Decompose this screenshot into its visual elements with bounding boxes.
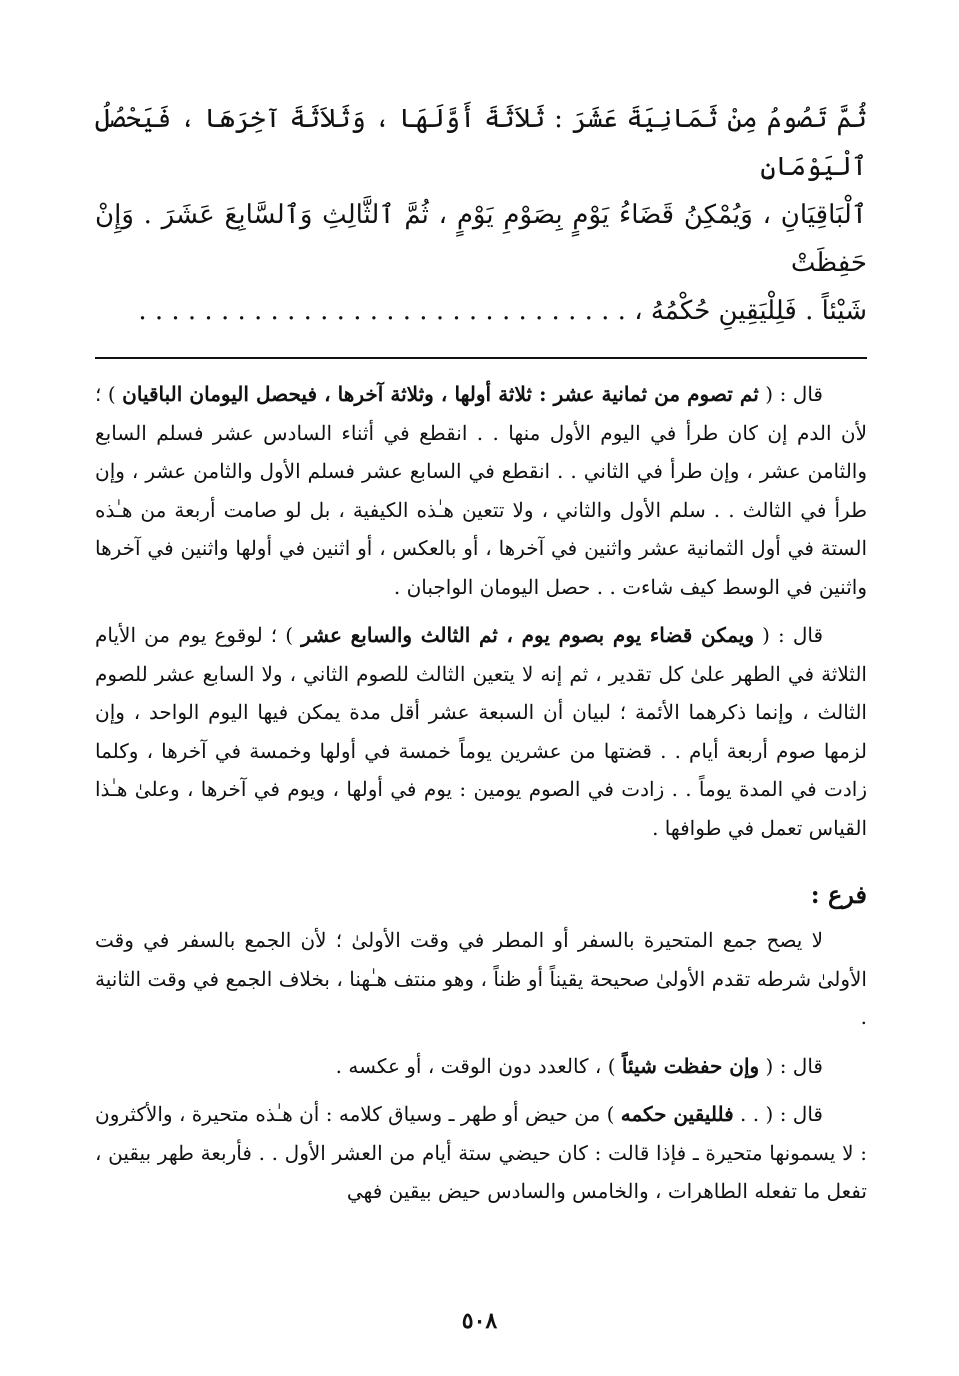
commentary-text: ) ، كالعدد دون الوقت ، أو عكسه . xyxy=(335,1053,622,1078)
commentary-text: لا يصح جمع المتحيرة بالسفر أو المطر في وقت الأولىٰ ؛ لأن الجمع بالسفر في وقت الأولىٰ شرطه تقدم الأولىٰ صحيحة يقيناً أو ظناً ، وهو منتف هـٰهنا ، بخلاف الجمع في وقت الثانية . xyxy=(95,928,867,1029)
qala-prefix: قال : ( xyxy=(754,623,824,647)
matn-line: ٱلْبَاقِيَانِ ، وَيُمْكِنُ قَضَاءُ يَوْمٍ بِصَوْمِ يَوْمٍ ، ثُمَّ ٱلثَّالِثِ وَٱلسَّابِعَ عَشَرَ . وَإِنْ حَفِظَتْ xyxy=(95,200,867,278)
matn-line: ثُمَّ تَصُومُ مِنْ ثَمَانِيَةَ عَشَرَ : ثَلاَثَةَ أَوَّلَهَا ، وَثَلاَثَةَ آخِرَهَا ، فَيَحْصُلُ ٱلْيَوْمَانِ xyxy=(95,104,867,182)
matn-line xyxy=(95,287,867,335)
commentary-text: ) ؛ لوقوع يوم من الأيام الثلاثة في الطهر علىٰ كل تقدير ، ثم إنه لا يتعين الثالث للصوم الثاني ، ولا السابع عشر للصوم الثالث ، وإنما ذكرهما الأئمة ؛ لبيان أن السبعة عشر أقل مدة يمكن فيها اليوم الواحد ، وإن لزمها صوم أربعة أيام . . قضتها من عشرين يوماً خمسة في أولها وخمسة في آخرها ، وكلما زادت في المدة يوماً . . زادت في الصوم يومين : يوم في أولها ، ويوم في آخرها ، وعلىٰ هـٰذا القياس تعمل في طوافها . xyxy=(95,623,867,840)
matn-line-text: شَيْئاً . فَلِلْيَقِينِ حُكْمُهُ ، xyxy=(634,296,867,326)
qala-prefix: قال : ( . . xyxy=(733,1102,823,1126)
quoted-matn: ويمكن قضاء يوم بصوم يوم ، ثم الثالث والسابع عشر xyxy=(301,623,755,647)
quoted-matn: وإن حفظت شيئاً xyxy=(621,1053,760,1078)
qala-prefix: قال : ( xyxy=(758,382,823,406)
matn-text xyxy=(95,95,867,335)
commentary-paragraph xyxy=(95,1095,867,1211)
page-number: ٥٠٨ xyxy=(461,1308,498,1334)
quoted-matn: ثم تصوم من ثمانية عشر : ثلاثة أولها ، وثلاثة آخرها ، فيحصل اليومان الباقيان xyxy=(122,382,759,406)
commentary-paragraph xyxy=(95,1047,867,1086)
section-heading: فرع : xyxy=(810,880,867,909)
separator-rule xyxy=(95,357,867,359)
ellipsis-dots: . . . . . . . . . . . . . . . . . . . . . . . . . . . . . . xyxy=(138,296,626,326)
commentary-text: ) ؛ لأن الدم إن كان طرأ في اليوم الأول منها . . انقطع في أثناء السادس عشر فسلم السابع والثامن عشر ، وإن طرأ في الثاني . . انقطع في السابع عشر فسلم الأول والثامن عشر ، وإن طرأ في الثالث . . سلم الأول والثاني ، ولا تتعين هـٰذه الكيفية ، بل لو صامت أربعة من هـٰذه الستة في أول الثمانية عشر واثنين في آخرها ، أو بالعكس ، أو اثنين في أولها واثنين في آخرها واثنين في الوسط كيف شاءت . . حصل اليومان الواجبان . xyxy=(95,382,867,599)
quoted-matn: فلليقين حكمه xyxy=(620,1102,734,1126)
commentary-text: ) من حيض أو طهر ـ وسياق كلامه : أن هـٰذه متحيرة ، والأكثرون : لا يسمونها متحيرة ـ فإذا قالت : كان حيضي ستة أيام من العشر الأول . . فأربعة طهر بيقين ، تفعل ما تفعله الطاهرات ، والخامس والسادس حيض بيقين فهي xyxy=(95,1102,867,1203)
commentary-paragraph xyxy=(95,375,867,606)
commentary-paragraph xyxy=(95,921,867,1037)
book-page xyxy=(95,95,867,1211)
qala-prefix: قال : ( xyxy=(759,1053,823,1078)
commentary-paragraph xyxy=(95,616,867,847)
